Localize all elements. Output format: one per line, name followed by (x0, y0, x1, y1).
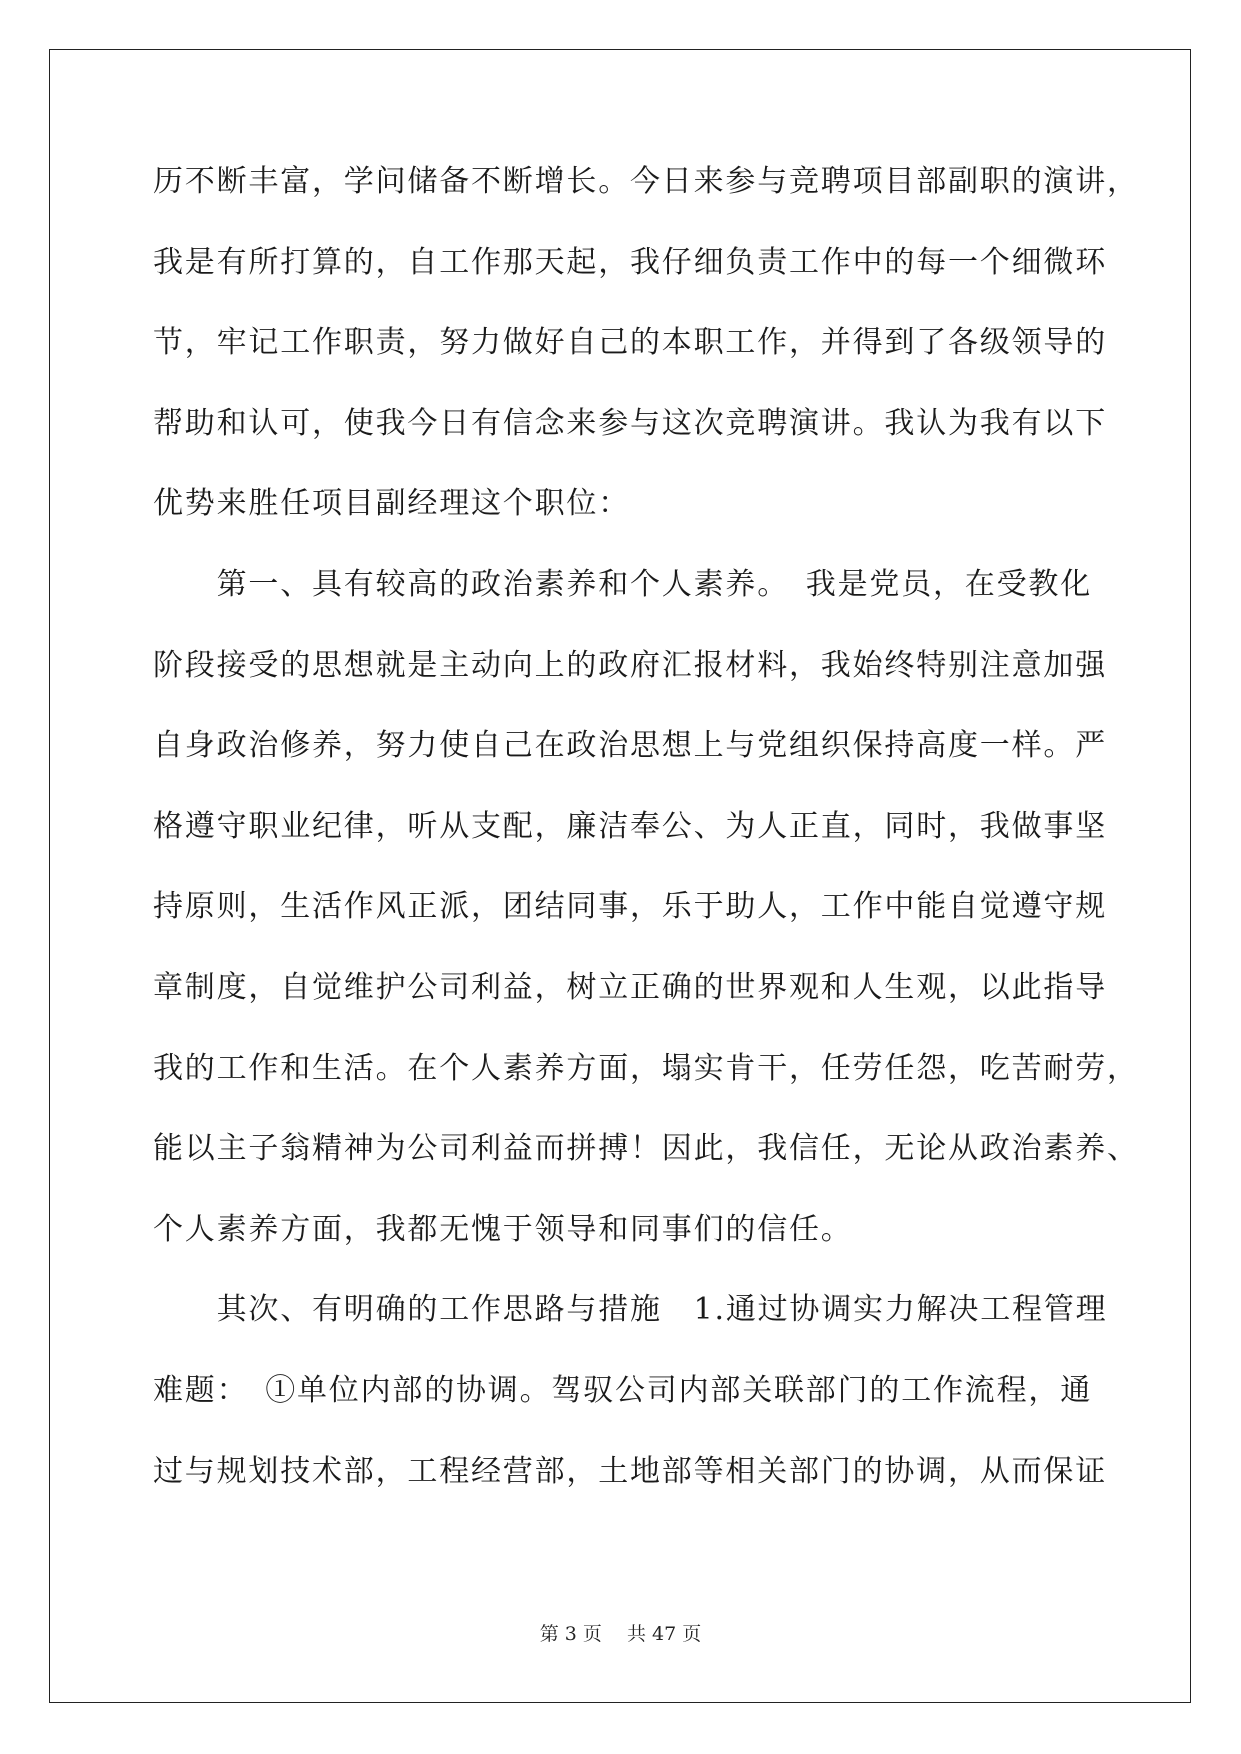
text-line: 章制度，自觉维护公司利益，树立正确的世界观和人生观，以此指导 (153, 969, 1107, 1005)
text-line: 能以主子翁精神为公司利益而拼搏！因此，我信任，无论从政治素养、 (153, 1131, 1139, 1167)
text-line: 其次、有明确的工作思路与措施 1.通过协调实力解决工程管理 (153, 1292, 1108, 1328)
text-line: 阶段接受的思想就是主动向上的政府汇报材料，我始终特别注意加强 (153, 647, 1107, 683)
text-line: 过与规划技术部，工程经营部，土地部等相关部门的协调，从而保证 (153, 1453, 1107, 1489)
text-line: 节，牢记工作职责，努力做好自己的本职工作，并得到了各级领导的 (153, 325, 1107, 361)
text-line: 自身政治修养，努力使自己在政治思想上与党组织保持高度一样。严 (153, 728, 1107, 764)
text-line: 持原则，生活作风正派，团结同事，乐于助人，工作中能自觉遵守规 (153, 889, 1107, 925)
text-line: 难题： ①单位内部的协调。驾驭公司内部关联部门的工作流程，通 (153, 1372, 1092, 1408)
text-line: 我的工作和生活。在个人素养方面，塌实肯干，任劳任怨，吃苦耐劳， (153, 1050, 1139, 1086)
page-number-footer: 第 3 页 共 47 页 (539, 1623, 702, 1645)
text-line: 历不断丰富，学问储备不断增长。今日来参与竞聘项目部副职的演讲， (153, 164, 1139, 199)
text-line: 帮助和认可，使我今日有信念来参与这次竞聘演讲。我认为我有以下 (153, 405, 1107, 441)
text-line: 格遵守职业纪律，听从支配，廉洁奉公、为人正直，同时，我做事坚 (153, 808, 1107, 844)
text-line: 优势来胜任项目副经理这个职位： (153, 486, 630, 522)
text-line: 我是有所打算的，自工作那天起，我仔细负责工作中的每一个细微环 (153, 244, 1107, 280)
text-line: 第一、具有较高的政治素养和个人素养。 我是党员，在受教化 (153, 566, 1092, 602)
document-body (153, 164, 1139, 1536)
text-line: 个人素养方面，我都无愧于领导和同事们的信任。 (153, 1211, 853, 1247)
